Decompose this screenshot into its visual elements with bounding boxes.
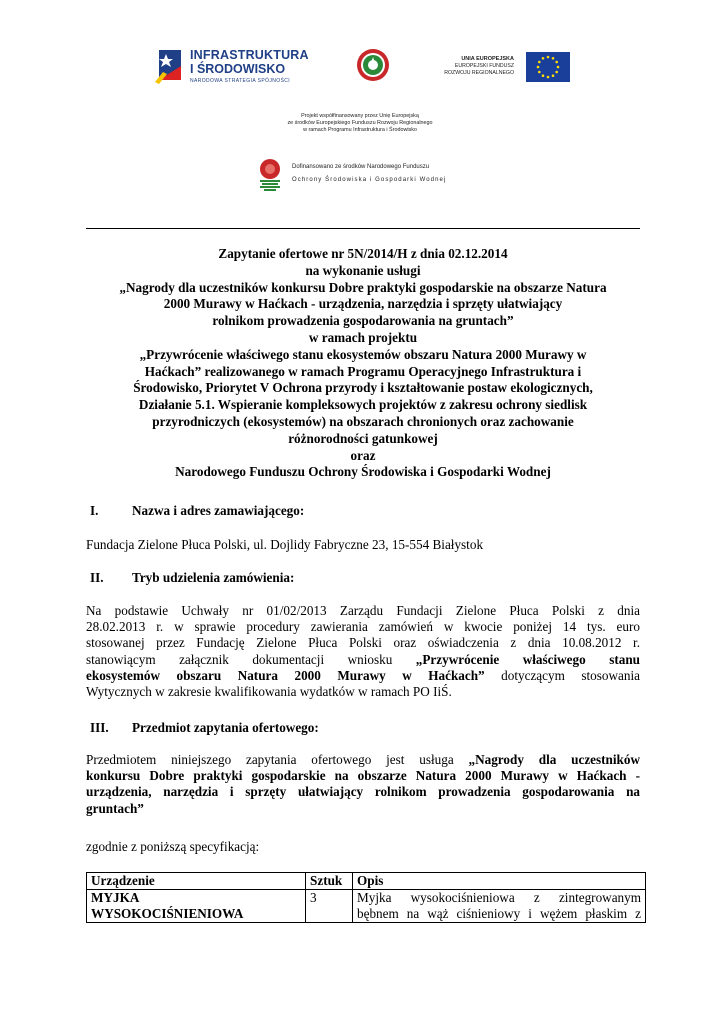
letterhead	[150, 38, 570, 196]
title-line: Działanie 5.1. Wspieranie kompleksowych projektów z zakresu ochrony siedlisk	[138, 397, 588, 413]
section-1-title: Nazwa i adres zamawiającego:	[132, 503, 305, 518]
device-name-line: MYJKA	[91, 890, 140, 905]
eu-line1: UNIA EUROPEJSKA	[461, 56, 514, 62]
nfosigw-line1: Dofinansowano ze środków Narodowego Funduszu	[292, 164, 430, 170]
project-name-bold: ekosystemów obszaru Natura 2000 Murawy w Haćkach”	[86, 667, 485, 683]
section-1-heading	[90, 503, 304, 519]
paragraph-line: urządzenia, narzędzia i sprzęty ułatwiający rolnikom prowadzenia gospodarowania na	[86, 784, 640, 800]
eu-logo-text	[444, 56, 514, 77]
service-name-bold: „Nagrody dla uczestników	[468, 752, 640, 767]
logo-is-line2: I ŚRODOWISKO	[190, 62, 286, 76]
qty-cell: 3	[306, 890, 353, 923]
eu-line2: EUROPEJSKI FUNDUSZ	[454, 63, 514, 69]
column-header-device: Urządzenie	[87, 873, 306, 890]
paragraph-line	[86, 668, 640, 684]
title-line: przyrodniczych (ekosystemów) na obszarach chronionych oraz zachowanie	[152, 413, 574, 429]
paragraph-text: stanowiącym załącznik dokumentacji wniosku	[86, 651, 416, 667]
title-line: oraz	[350, 447, 376, 463]
cofinancing-line3: w ramach Programu Infrastruktura i Środowisko	[303, 127, 417, 134]
device-cell	[87, 890, 306, 923]
star-flag-icon	[153, 46, 183, 86]
title-line: Narodowego Funduszu Ochrony Środowiska i Gospodarki Wodnej	[175, 464, 551, 480]
eu-line3: ROZWOJU REGIONALNEGO	[444, 70, 514, 76]
project-name-bold: „Przywrócenie właściwego stanu	[415, 651, 640, 667]
table-row	[87, 890, 646, 923]
logo-is-line1: INFRASTRUKTURA	[190, 48, 309, 62]
column-header-desc: Opis	[353, 873, 646, 890]
paragraph-line: konkursu Dobre praktyki gospodarskie na obszarze Natura 2000 Murawy w Haćkach -	[86, 768, 640, 784]
title-line: „Nagrody dla uczestników konkursu Dobre praktyki gospodarskie na obszarze Natura	[119, 279, 607, 295]
title-line: Środowisko, Priorytet V Ochrona przyrody i kształtowanie postaw ekologicznych,	[133, 380, 593, 396]
paragraph-line: gruntach”	[86, 800, 144, 816]
paragraph-line: Wytycznych w zakresie kwalifikowania wydatków w ramach PO IiŚ.	[86, 684, 452, 700]
section-3-title: Przedmiot zapytania ofertowego:	[132, 720, 319, 735]
spec-intro: zgodnie z poniższą specyfikacją:	[86, 839, 260, 854]
desc-line: Myjka wysokociśnieniowa z zintegrowanym	[357, 890, 641, 905]
infrastruktura-srodowisko-logo	[150, 44, 310, 94]
section-1-number: I.	[90, 503, 99, 518]
section-2-title: Tryb udzielenia zamówienia:	[132, 570, 295, 585]
header-divider	[86, 228, 640, 229]
paragraph-text: Przedmiotem niniejszego zapytania ofertowego jest usługa	[86, 752, 469, 767]
eu-flag-icon	[526, 52, 570, 82]
title-line: różnorodności gatunkowej	[288, 430, 438, 446]
subject-paragraph	[86, 752, 640, 817]
nfosigw-tree-logo	[258, 158, 282, 192]
column-header-qty: Sztuk	[306, 873, 353, 890]
document-title	[86, 246, 640, 481]
title-line: Zapytanie ofertowe nr 5N/2014/H z dnia 02.12.2014	[218, 246, 508, 261]
desc-cell	[353, 890, 646, 923]
specification-table	[86, 872, 646, 923]
eu-logo	[420, 48, 570, 88]
table-header-row	[87, 873, 646, 890]
cofinancing-line1: Projekt współfinansowany przez Unię Europejską	[301, 113, 419, 119]
section-3-number: III.	[90, 720, 109, 735]
contracting-authority: Fundacja Zielone Płuca Polski, ul. Dojlidy Fabryczne 23, 15-554 Białystok	[86, 537, 484, 552]
title-line: „Przywrócenie właściwego stanu ekosystemów obszaru Natura 2000 Murawy w	[139, 346, 587, 362]
paragraph-line: stosowanej przez Fundację Zielone Płuca Polski oraz oświadczenia z dnia 10.08.2012 r.	[86, 635, 640, 651]
nfosigw-line2: Ochrony Środowiska i Gospodarki Wodnej	[292, 177, 447, 183]
paragraph-line: Na podstawie Uchwały nr 01/02/2013 Zarządu Fundacji Zielone Płuca Polski z dnia	[86, 603, 640, 618]
paragraph-line	[86, 652, 640, 668]
paragraph-text: dotyczącym stosowania	[484, 667, 640, 683]
foundation-seal-logo	[356, 48, 390, 82]
title-line: rolnikom prowadzenia gospodarowania na gruntach”	[212, 313, 514, 329]
cofinancing-line2: ze środków Europejskiego Funduszu Rozwoju Regionalnego	[287, 120, 433, 127]
section-2-number: II.	[90, 570, 104, 585]
logo-is-line3: NARODOWA STRATEGIA SPÓJNOŚCI	[190, 78, 291, 84]
procedure-paragraph	[86, 603, 640, 700]
title-line: Haćkach” realizowanego w ramach Programu Operacyjnego Infrastruktura i	[144, 363, 582, 379]
section-2-heading	[90, 570, 294, 586]
desc-line: bębnem na wąż ciśnieniowy i wężem płaskim z	[357, 906, 641, 921]
section-3-heading	[90, 720, 319, 736]
title-line: 2000 Murawy w Haćkach - urządzenia, narzędzia i sprzęty ułatwiający	[163, 296, 563, 312]
device-name-line: WYSOKOCIŚNIENIOWA	[91, 906, 244, 921]
cofinancing-note	[250, 113, 470, 135]
paragraph-line: 28.02.2013 r. w sprawie procedury zawierania zamówień w kwocie poniżej 14 tys. euro	[86, 619, 640, 635]
paragraph-line	[86, 752, 640, 768]
title-line: na wykonanie usługi	[305, 262, 421, 278]
title-line: w ramach projektu	[308, 329, 418, 345]
